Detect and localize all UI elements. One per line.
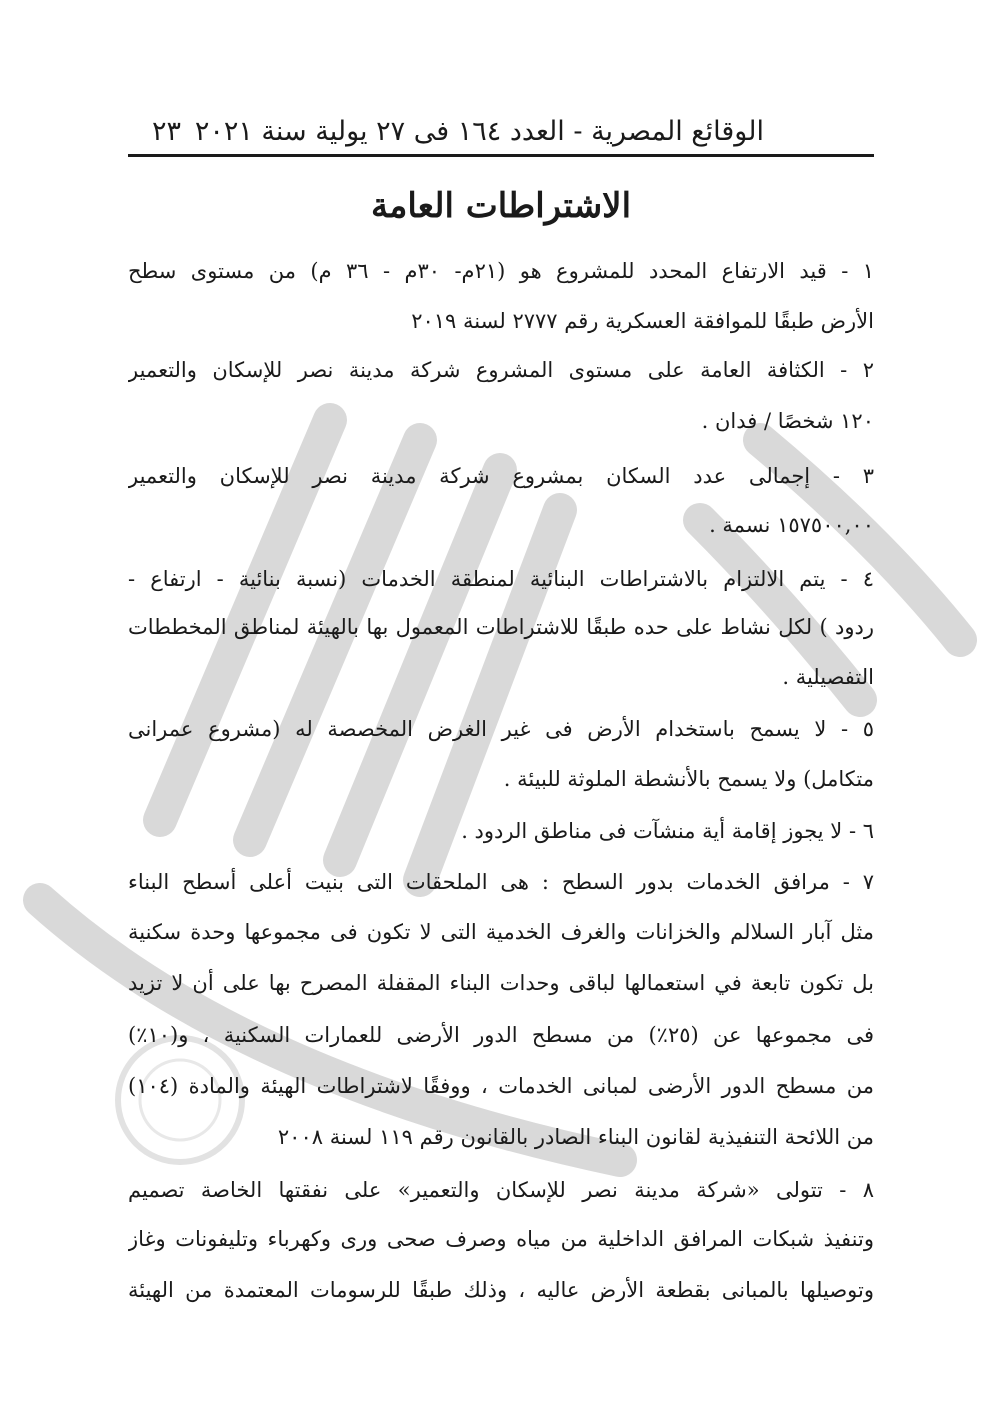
text-line: ٨ - تتولى «شركة مدينة نصر للإسكان والتعمير» على نفقتها الخاصة تصميم xyxy=(128,1178,874,1202)
text-line: ٣ - إجمالى عدد السكان بمشروع شركة مدينة نصر للإسكان والتعمير xyxy=(128,464,874,488)
text-line: ٦ - لا يجوز إقامة أية منشآت فى مناطق الردود . xyxy=(461,819,874,843)
page-number: ٢٣ xyxy=(152,116,182,147)
text-line: مثل آبار السلالم والخزانات والغرف الخدمية التى لا تكون فى مجموعها وحدة سكنية xyxy=(128,920,874,944)
text-line: متكامل) ولا يسمح بالأنشطة الملوثة للبيئة . xyxy=(503,767,874,791)
text-line: من مسطح الدور الأرضى لمبانى الخدمات ، ووفقًا لاشتراطات الهيئة والمادة (١٠٤) xyxy=(128,1074,874,1098)
text-line: وتنفيذ شبكات المرافق الداخلية من مياه وصرف صحى ورى وكهرباء وتليفونات وغاز xyxy=(128,1227,874,1251)
text-line: بل تكون تابعة في استعمالها لباقى وحدات البناء المقفلة المصرح بها على أن لا تزيد xyxy=(128,971,874,995)
header-title: الوقائع المصرية - العدد ١٦٤ فى ٢٧ يولية سنة ٢٠٢١ xyxy=(194,116,764,147)
text-line: وتوصيلها بالمبانى بقطعة الأرض عاليه ، وذلك طبقًا للرسومات المعتمدة من الهيئة xyxy=(128,1278,874,1302)
text-line: ١٢٠ شخصًا / فدان . xyxy=(701,409,874,433)
text-line: ١٥٧٥٠٠,٠٠ نسمة . xyxy=(709,513,874,537)
text-line: ٧ - مرافق الخدمات بدور السطح : هى الملحقات التى بنيت أعلى أسطح البناء xyxy=(128,870,874,894)
page-header xyxy=(128,112,874,157)
text-line: ٤ - يتم الالتزام بالاشتراطات البنائية لمنطقة الخدمات (نسبة بنائية - ارتفاع - xyxy=(128,567,874,591)
text-line: من اللائحة التنفيذية لقانون البناء الصادر بالقانون رقم ١١٩ لسنة ٢٠٠٨ xyxy=(277,1125,874,1149)
text-line: الأرض طبقًا للموافقة العسكرية رقم ٢٧٧٧ لسنة ٢٠١٩ xyxy=(411,309,874,333)
text-line: فى مجموعها عن (٢٥٪) من مسطح الدور الأرضى للعمارات السكنية ، و(١٠٪) xyxy=(128,1023,874,1047)
text-line: ١ - قيد الارتفاع المحدد للمشروع هو (٢١م- ٣٠م - ٣٦ م) من مستوى سطح xyxy=(128,259,874,283)
text-line: ٢ - الكثافة العامة على مستوى المشروع شركة مدينة نصر للإسكان والتعمير xyxy=(128,358,874,382)
text-line: ٥ - لا يسمح باستخدام الأرض فى غير الغرض المخصصة له (مشروع عمرانى xyxy=(128,717,874,741)
text-line: التفصيلية . xyxy=(782,665,874,689)
section-title: الاشتراطات العامة xyxy=(370,186,632,226)
text-line: ردود ) لكل نشاط على حده طبقًا للاشتراطات المعمول بها بالهيئة لمناطق المخططات xyxy=(128,615,874,639)
